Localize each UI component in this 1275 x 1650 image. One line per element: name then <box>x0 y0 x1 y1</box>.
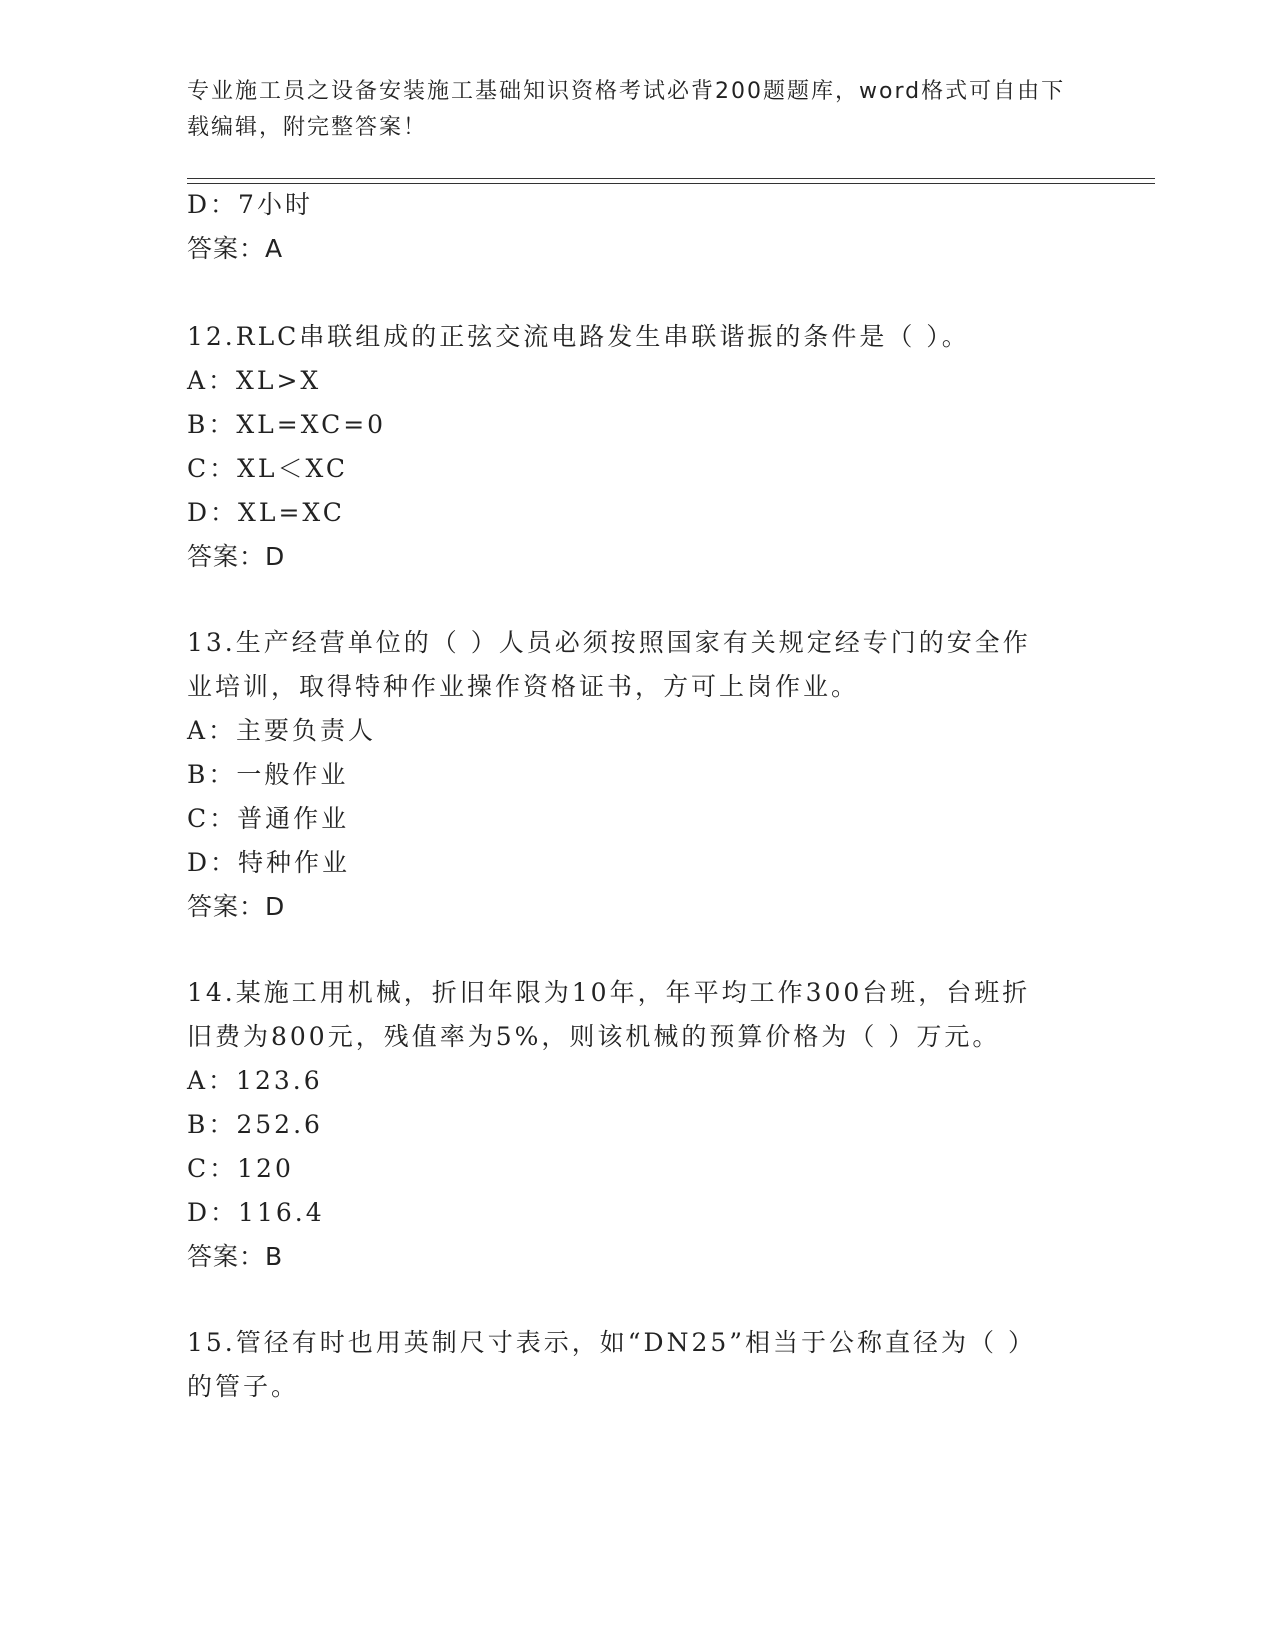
q13-option-a: A：主要负责人 <box>187 716 377 745</box>
q12-question: 12.RLC串联组成的正弦交流电路发生串联谐振的条件是（ ）。 <box>187 322 970 351</box>
header-divider-bottom <box>187 183 1155 184</box>
q14-option-a: A：123.6 <box>187 1066 323 1095</box>
q12-option-c: C：XL＜XC <box>187 454 349 483</box>
q13-option-d: D：特种作业 <box>187 848 351 877</box>
q15-question-line1: 15.管径有时也用英制尺寸表示，如“DN25”相当于公称直径为（ ） <box>187 1328 1036 1357</box>
q14-option-d: D：116.4 <box>187 1198 325 1227</box>
q13-option-c: C：普通作业 <box>187 804 350 833</box>
q14-answer: 答案：B <box>187 1242 284 1271</box>
q12-answer: 答案：D <box>187 542 286 571</box>
q12-option-b: B：XL=XC=0 <box>187 410 387 439</box>
q14-option-b: B：252.6 <box>187 1110 323 1139</box>
q14-question-line2: 旧费为800元，残值率为5%，则该机械的预算价格为（ ）万元。 <box>187 1022 1001 1051</box>
q12-option-d: D：XL=XC <box>187 498 345 527</box>
q12-option-a: A：XL>X <box>187 366 322 395</box>
q13-option-b: B：一般作业 <box>187 760 349 789</box>
header-divider-top <box>187 178 1155 179</box>
q11-option-d: D：7小时 <box>187 190 313 219</box>
q11-answer: 答案：A <box>187 234 284 263</box>
document-header: 专业施工员之设备安装施工基础知识资格考试必背200题题库，word格式可自由下载编辑，附完整答案！ <box>187 79 1066 140</box>
q13-question-line1: 13.生产经营单位的（ ）人员必须按照国家有关规定经专门的安全作 <box>187 628 1031 657</box>
q15-question-line2: 的管子。 <box>187 1372 300 1401</box>
q14-question-line1: 14.某施工用机械，折旧年限为10年，年平均工作300台班，台班折 <box>187 978 1031 1007</box>
q13-question-line2: 业培训，取得特种作业操作资格证书，方可上岗作业。 <box>187 672 860 701</box>
q14-option-c: C：120 <box>187 1154 294 1183</box>
q13-answer: 答案：D <box>187 892 286 921</box>
